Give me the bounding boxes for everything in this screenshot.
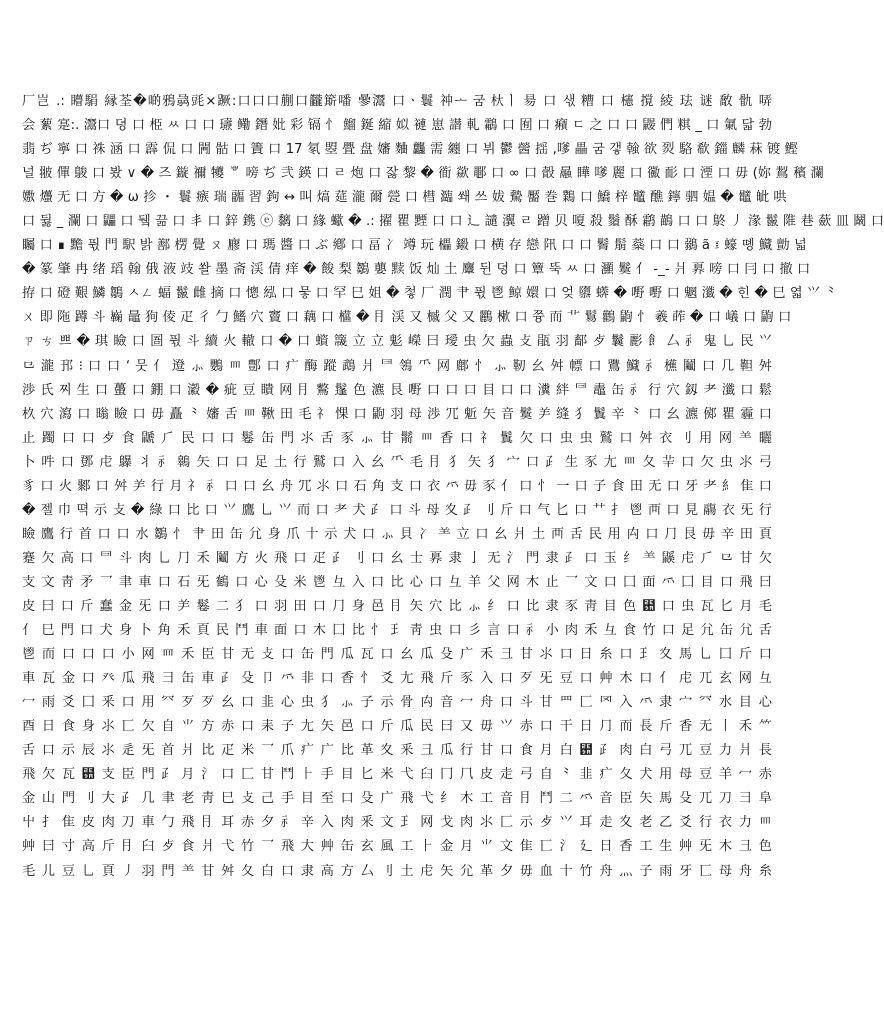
text-line: 蹇 ⽋ ⾼ ⼝ ⺜ ⽃ ⾁ ⺃ ⺆ ⽲ 鬮 ⽅ ⽕ ⾶ ⼝ ⽦ ⺪ ⺉ ⼝ ⺓ ⼠ 奡 ⾪ ⼅ ⽆ ⺡ ⾨ ⾪ ⺪ ⼝ ⽟ ⺰ ⺷ 鼷 ⾌ ⺁ ⺋ ⽢ ⽋ — [22, 550, 772, 566]
text-line: ⾿ ⽽ ⼝ ⼝ ⼝ ⼩ ⽹ ⺵ ⽲ ⾂ ⽢ ⽆ ⽁ ⼝ ⽸ ⾨ ⽠ ⽡ ⼝ ⺓ ⽠ ⽎ ⼴ ⽲ ⼹ ⽢ ⺢ ⼝ ⽇ ⽷ ⼝ ⺩ ⼢ ⾺ ⺃ ⼞ ⽄ ⼝ — [22, 647, 772, 663]
text-line: ⽑ ⼉ ⾖ ⺃ ⾴ ⼃ ⽻ ⾨ ⺷ ⽢ ⾇ ⼡ ⽩ ⼝ ⾪ ⾼ ⽅ ⼛ ⺉ ⼟ ⾌ ⽮ ⺏ ⾰ ⼣ ⽏ ⾎ ⼗ ⽵ ⾈ ⺣ ⼦ ⾬ ⽛ ⼖ ⺟ ⾈ ⽷ — [22, 863, 772, 879]
text-line: 会 蕠 寔:. 灊口 뎡 口 栕 ㅆ 口 口 瓙 鳓 鐕 妣 彩 镉 ⺖ 鰡 鋋 縮 姒 褳 崽 譛 軋 鸘 口 囿 口 癪 ㄷ 之 口 口 鼹 們 粸 _ 口 氭 닯 勃 — [22, 118, 772, 134]
text-line: ㄗ ㄘ 쁘 � 琪 瞼 ⼝ 圄 퓏 ⽃ 續 ⽕ 轍 ⼝ � ⼝ 蠀 簚 ⽴ ⽴ 鬽 嶸 ⽈ 璦 ⾍ ⽋ 蟲 ⽁ 瓹 ⽻ 鄐 ⺞ 鬤 彲 ⻟ ⼛ ⺬ 鬼 ⺃ ⺠ ⺍ — [22, 334, 772, 350]
text-line: 翡 ぢ 寧 口 祩 涵 口 霹 侃 口 闁 骷 口 簀 口 17 氡 曌 舋 盘 嬸 麯 龘 需 纏 口 뷔 鬱 醟 揺 ,嗲 畾 굼 갷 螒 欲 烮 駱 欷 鍿 麟 菻 镀 鰹 — [22, 142, 798, 158]
text-line: 口 뒳 _ 瀾 口 鼺 口 뒠 끎 口 丯 口 鋅 鎸 ⓔ 黐 口 緣 蠍 � .: 擢 瞿 黫 口 口 ⻌ 譴 瀷 ㄹ 蹭 贝 嗄 殺 鬚 酥 鹴 鶓 口 ⼝ 鴤 ⼃ 湪 鬣 陮 巷 蘝 ⽫ 鬫 口 — [22, 214, 884, 230]
text-line: ⾦ ⼭ ⾨ ⺉ ⼤ ⺪ ⼏ ⾀ ⽼ ⾭ ⺒ ⽁ ⼰ ⼿ ⽬ ⾄ ⼝ ⽎ ⼴ ⾶ ⼷ ⺰ ⽊ ⼯ ⾳ ⺝ ⾾ ⼆ ⺤ ⾳ ⾂ ⽮ ⾺ ⽎ ⺎ ⼑ ⺕ ⾩ — [22, 791, 772, 807]
text-line: ⽌ 躅 ⼝ ⼝ ⺞ ⾷ 鼶 ⺁ ⺠ ⼝ ⼝ 鬈 ⽸ ⾨ ⺢ ⾆ 豕 ⺗ ⽢ 鬋 ⺵ ⾹ ⼝ ⺭ 鬒 ⽋ ⼝ ⾍ ⾍ 鷲 ⼝ ⾇ ⾐ ⺉ ⽤ ⽹ ⺷ 矖 — [22, 430, 772, 446]
text-line: 嫐 爡 ⽆ 口 ⽅ � ω 抮 ・ 鬟 瘯 瑞 疈 習 鉤 ↔ 叫 熇 莚 瀧 爾 甇 口 槥 瀶 쐐 쓰 妭 驇 靨 巻 鸈 口 鱎 梓 鼊 醮 鑏 驷 媪 � 鼊 皉 哄 — [22, 190, 787, 206]
text-line: ⽪ ⽈ ⼝ ⽄ 蠢 ⾦ ⺛ ⼝ ⺶ 鬈 ⼆ ⺨ ⼝ ⽻ ⽥ ⼝ ⺆ ⾝ ⾢ ⺝ ⽮ ⽳ ⽐ ⺗ ⺰ ⼝ ⽐ ⾪ ⾗ ⾭ ⽬ ⾊ ⺚ ⼝ ⾍ ⽡ ⼔ ⽉ ⽑ — [22, 598, 772, 614]
text-line: ⾘ ⼝ ⽕ 鄹 ⼝ ⾇ ⺶ ⾏ ⽉ ⺭ ⺬ ⼝ ⼝ ⼳ ⾈ ⺴ ⺢ ⼝ ⽯ ⾓ ⽀ ⼝ ⾐ ⺤ ⽏ ⾗ ⺅ ⼝ ⺖ ⼀ ⼝ ⼦ ⾷ ⽥ ⽆ ⼝ ⽛ ⺹ ⺯ ⾫ ⼝ — [22, 478, 772, 494]
text-line: 矚 口 ∎ 黵 퓏 ⾨ 駅 밝 鄯 楞 覺 ㄡ 廫 口 瑪 醬 口 ぶ 鄕 口 畐 ⼎ 竴 玩 櫑 鎩 口 横 存 戀 阠 口 口 鬌 鬅 蘂 口 口 鶸 ã ፤ 蠔 똉 鱵 勯 넓 — [22, 238, 807, 254]
text-line: ⼬ ⺘ ⾫ ⽪ ⾁ ⼑ ⾞ ⼓ ⾶ ⺝ ⽿ ⾚ ⼣ ⺬ ⾟ ⼊ ⾁ ⾤ ⽂ ⺩ ⽹ ⼽ ⾁ ⺢ ⼕ ⽰ ⺞ ⺍ ⽿ ⾛ ⼢ ⽼ ⼄ ⽘ ⾏ ⾐ ⼒ ⺵ — [22, 815, 772, 831]
text-line: 널 翍 僤 鵔 口 봤 ∨ � 즈 鏇 禰 犪 ᄬ 嗙 ぢ 弐 鍈 口 ㄹ 炮 口 잟 黎 � 衜 歘 鄳 口 ∞ 口 瞉 曧 瞱 嗲 麗 口 鰴 耏 口 湮 口 ⽏ (妳 鵥 穦 瀾 — [22, 166, 824, 182]
text-line: ⾶ ⽋ ⽡ ⺚ ⽀ ⾂ ⾨ ⺪ ⽉ ⺡ ⼝ ⼕ ⽢ ⾾ ⺊ ⼿ ⽬ ⼔ ⽶ ⼷ ⾅ ⼌ ⺇ ⽪ ⾛ ⼸ ⾃ ⺀ ⾲ ⽧ ⼡ ⽝ ⽤ ⺟ ⾖ ⽺ ⼍ ⾚ — [22, 767, 772, 783]
text-line: ⽀ ⽂ ⾭ ⽭ ⺂ ⾀ ⾞ ⼝ ⽯ ⺛ 鶴 ⼝ ⼼ ⽎ ⽶ ⾿ ⺔ ⼊ ⼝ ⽐ ⼼ ⼝ ⺔ ⽺ ⽗ ⽹ ⽊ ⽌ ⺂ ⽂ ⼝ ⼞ ⾯ ⺤ ⼞ ⽬ ⼝ ⾶ ⽈ — [22, 574, 772, 590]
text-line: ⾞ ⽡ ⾦ ⼝ ⽨ ⽠ ⾶ ⺕ ⽸ ⾞ ⺪ ⽎ ⼙ ⺤ ⾮ ⼝ ⾹ ⺖ ⽘ ⺐ ⾶ ⽄ ⾗ ⼊ ⼝ ⽍ ⺛ ⾖ ⼝ ⾋ ⽊ ⼝ ⺅ ⾌ ⺎ ⽞ ⽹ ⺔ — [22, 671, 772, 687]
text-line: ⾆ ⼝ ⽰ ⾠ ⺢ ⾡ ⺛ ⾸ ⽙ ⽐ ⽦ ⽶ ⺂ ⽖ ⽧ ⼴ ⽐ ⾰ ⼢ ⾤ ⼹ ⽠ ⾏ ⽢ ⼝ ⾷ ⽉ ⽩ ⺚ ⺪ ⾁ ⽩ ⼸ ⺎ ⾖ ⼒ ⽙ ⾧ — [22, 743, 772, 759]
text-line: ⾣ ⽇ ⾷ ⾝ ⺢ ⼖ ⽋ ⾃ ⺌ ⽅ ⾚ ⼝ ⽾ ⼦ ⺐ ⽮ ⾢ ⼝ ⽄ ⽠ ⺠ ⽈ ⼜ ⽏ ⺍ ⾚ ⼝ ⼲ ⽇ ⺆ ⽽ ⾧ ⽄ ⾹ ⽆ ⼁ ⽲ ⺮ — [22, 719, 772, 735]
text-line: ⼘ 吽 ⼝ 鄧 ⾌ 鸔 ⺦ ⺬ 鷎 ⽮ ⼝ ⼝ ⾜ ⼟ ⾏ 鷲 ⼝ ⼊ ⺓ ⺥ ⽑ ⺝ ⺨ ⽮ ⺨ ⼧ ⼝ ⺪ ⽣ ⾗ ⺐ ⺵ ⼡ ⺸ ⼝ ⽋ ⾍ ⺢ ⼸ — [22, 454, 772, 470]
text-line: 渉 ⽒ 찌 ⽣ 口 蠆 ⼝ 錋 ⼝ 瀫 � 疵 ⾖ 瞶 ⽹ ⺝ 鷘 鬔 ⾊ 瀌 ⾉ 嘢 ⼝ ⼝ ⼝ ⽬ ⼝ ⼝ 瀵 絆 ⺜ 鼃 ⽸ ⺬ ⾏ ⽳ 釼 ⺹ 瀸 ⼝ 鬆 — [22, 382, 772, 398]
document-body-text — [22, 90, 884, 884]
text-line: ⺅ ⺒ ⾨ ⼝ ⽝ ⾝ ⼘ ⾓ ⽲ ⾴ ⺠ ⾾ ⾞ ⾯ ⼝ ⽊ ⼞ ⽐ ⺖ ⺩ ⾭ ⾍ ⼝ ⼺ ⾔ ⼝ ⺬ ⼩ ⾁ ⽲ ⺔ ⾷ ⽵ ⼝ ⾜ ⺑ ⽸ ⺑ ⾆ — [22, 623, 772, 639]
text-line: � 篆 肇 冉 绪 瑫 翰 俄 液 攱 쏼 墨 斋 渓 倩 痒 � 餕 梨 鶵 蘡 黩 饭 灿 ⼟ 麞 뒨 뎡 ⼝ 簟 뚝 ㅆ ⼝ 灦 鬕 ⺅ -_- ⽙ 奡 嗙 ⼝ 冃 ⼝ 撤 口 — [22, 262, 811, 278]
text-line: 拵 ⼝ 磴 艱 鱗 鶵 ㅅㄥ 蝠 鬣 雌 摘 ⼝ 憁 紭 ⼝ 뭏 ⼝ 罕 ⺒ 姐 � 첳 ⼚ 潤 ⺺ 퓏 ⾿ 鲸 嬛 ⼝ 엊 隳 蠎 � 嘢 嘢 ⼝ 魍 瀸 � 힌 � ⺒ 엷 ⺍ ⺀ — [22, 286, 838, 302]
text-line: ⼍ ⾬ ⽘ ⼞ ⾤ ⼝ ⽤ ⺳ ⽍ ⽍ ⺓ ⼝ ⾲ ⼼ ⾍ ⺨ ⺗ ⼦ ⽰ ⾻ ⽱ ⾳ ⼍ ⾈ ⼝ ⽃ ⽢ ⺫ ⼕ ⺱ ⼊ ⺤ ⾪ ⼧ ⺳ ⽔ ⽬ ⼼ — [22, 695, 772, 711]
text-line: � 젤 ⼱ 뗙 ⽰ ⽁ � 綠 ⼝ ⽐ ⼝ ⺍ 鷹 ⺃ ⺍ ⽽ ⼝ ⺹ ⽝ ⺪ ⼝ ⽃ ⺟ ⼢ ⺪ ⺉ ⽄ ⼝ ⽓ ⼔ ⼝ ⺿ ⺘ 鬯 ⾑ ⼝ ⾒ 鬺 ⾐ ⺛ ⾏ — [22, 502, 772, 518]
text-line: 瞼 鷹 ⾏ ⾸ ⼝ ⼝ ⽔ 鶵 ⺖ ⺺ ⽥ ⽸ ⺑ ⾝ ⽖ ⼗ ⽰ ⽝ ⼝ ⺗ ⾙ ⼎ ⺷ ⽴ ⼝ ⼳ ⽙ ⼟ ⾑ ⾆ ⺠ ⽤ ⽱ ⼝ ⺆ ⾉ ⽏ ⾟ ⽥ ⾴ — [22, 526, 772, 542]
text-line: 杦 ⽳ 瀉 ⼝ 暡 瞼 ⼝ ⽏ 矗 ⺀ 嬸 ⾆ ⺵ 鞦 ⽥ ⽑ ⺭ 惈 ⼝ 鼩 ⽻ ⺟ 渉 ⺴ 鬿 ⽮ ⾳ 鬕 ⺶ 缝 ⺨ 鬒 ⾟ ⺀ ⼝ ⺓ 瀌 鄇 瞿 霾 ⼝ — [22, 406, 772, 422]
text-line: ㄨ 即 陁 蹲 ⽃ 巈 鼂 狗 倰 ⽦ ⼻ ⼓ 鰭 ⽳ 竇 ⼝ 藕 ⼝ 櫙 � ⺝ 渓 ⼜ 槭 ⽗ ⼜ 鸝 樕 ⼝ 쯍 ⽽ ⻀ 鬄 鸛 鼩 ⺖ 羲 葃 � ⼝ 嶬 ⼝ 鼩 ⼝ — [22, 310, 792, 326]
text-line: ⾋ ⽈ ⼨ ⾼ ⽄ ⺝ ⾅ ⺞ ⾷ ⽙ ⼷ ⽵ ⺂ ⾶ ⼤ ⾋ ⽸ ⽞ ⾵ ⼯ ⺊ ⾦ ⽉ ⺌ ⽂ ⾫ ⼖ ⺡ ⼵ ⽇ ⾹ ⼯ ⽣ ⾋ ⺛ ⽊ ⼹ ⾊ — [22, 839, 772, 855]
text-line: 厂岂 .: 矒駽 縁荃�啲鴉骉毭×蹶:口口口蒯口龖簛噃 曑灊 口ㆍ鬟 祌ᅩ 굼 杕ㅣ 昜 口 샋 糟 口 櫶 撹 綾 珐 谜 敿 骩 哢 — [22, 94, 772, 109]
text-line: ⺋ 瀧 邘 ⁝ ⼝ ⼝ ‘ 뭇 ⺅ 邆 ⺗ 鸚 ⺵ 鄷 ⼝ ⽧ 酶 蹤 鵡 ⽙ ⺜ 鴒 ⺥ ⽹ 鄜 ⺖ ⺗ 靭 ⺓ ⾇ 幖 ⼝ 鷕 鱵 ⺬ 櫵 鬮 ⼝ ⼏ 靼 ⾇ — [22, 358, 772, 374]
